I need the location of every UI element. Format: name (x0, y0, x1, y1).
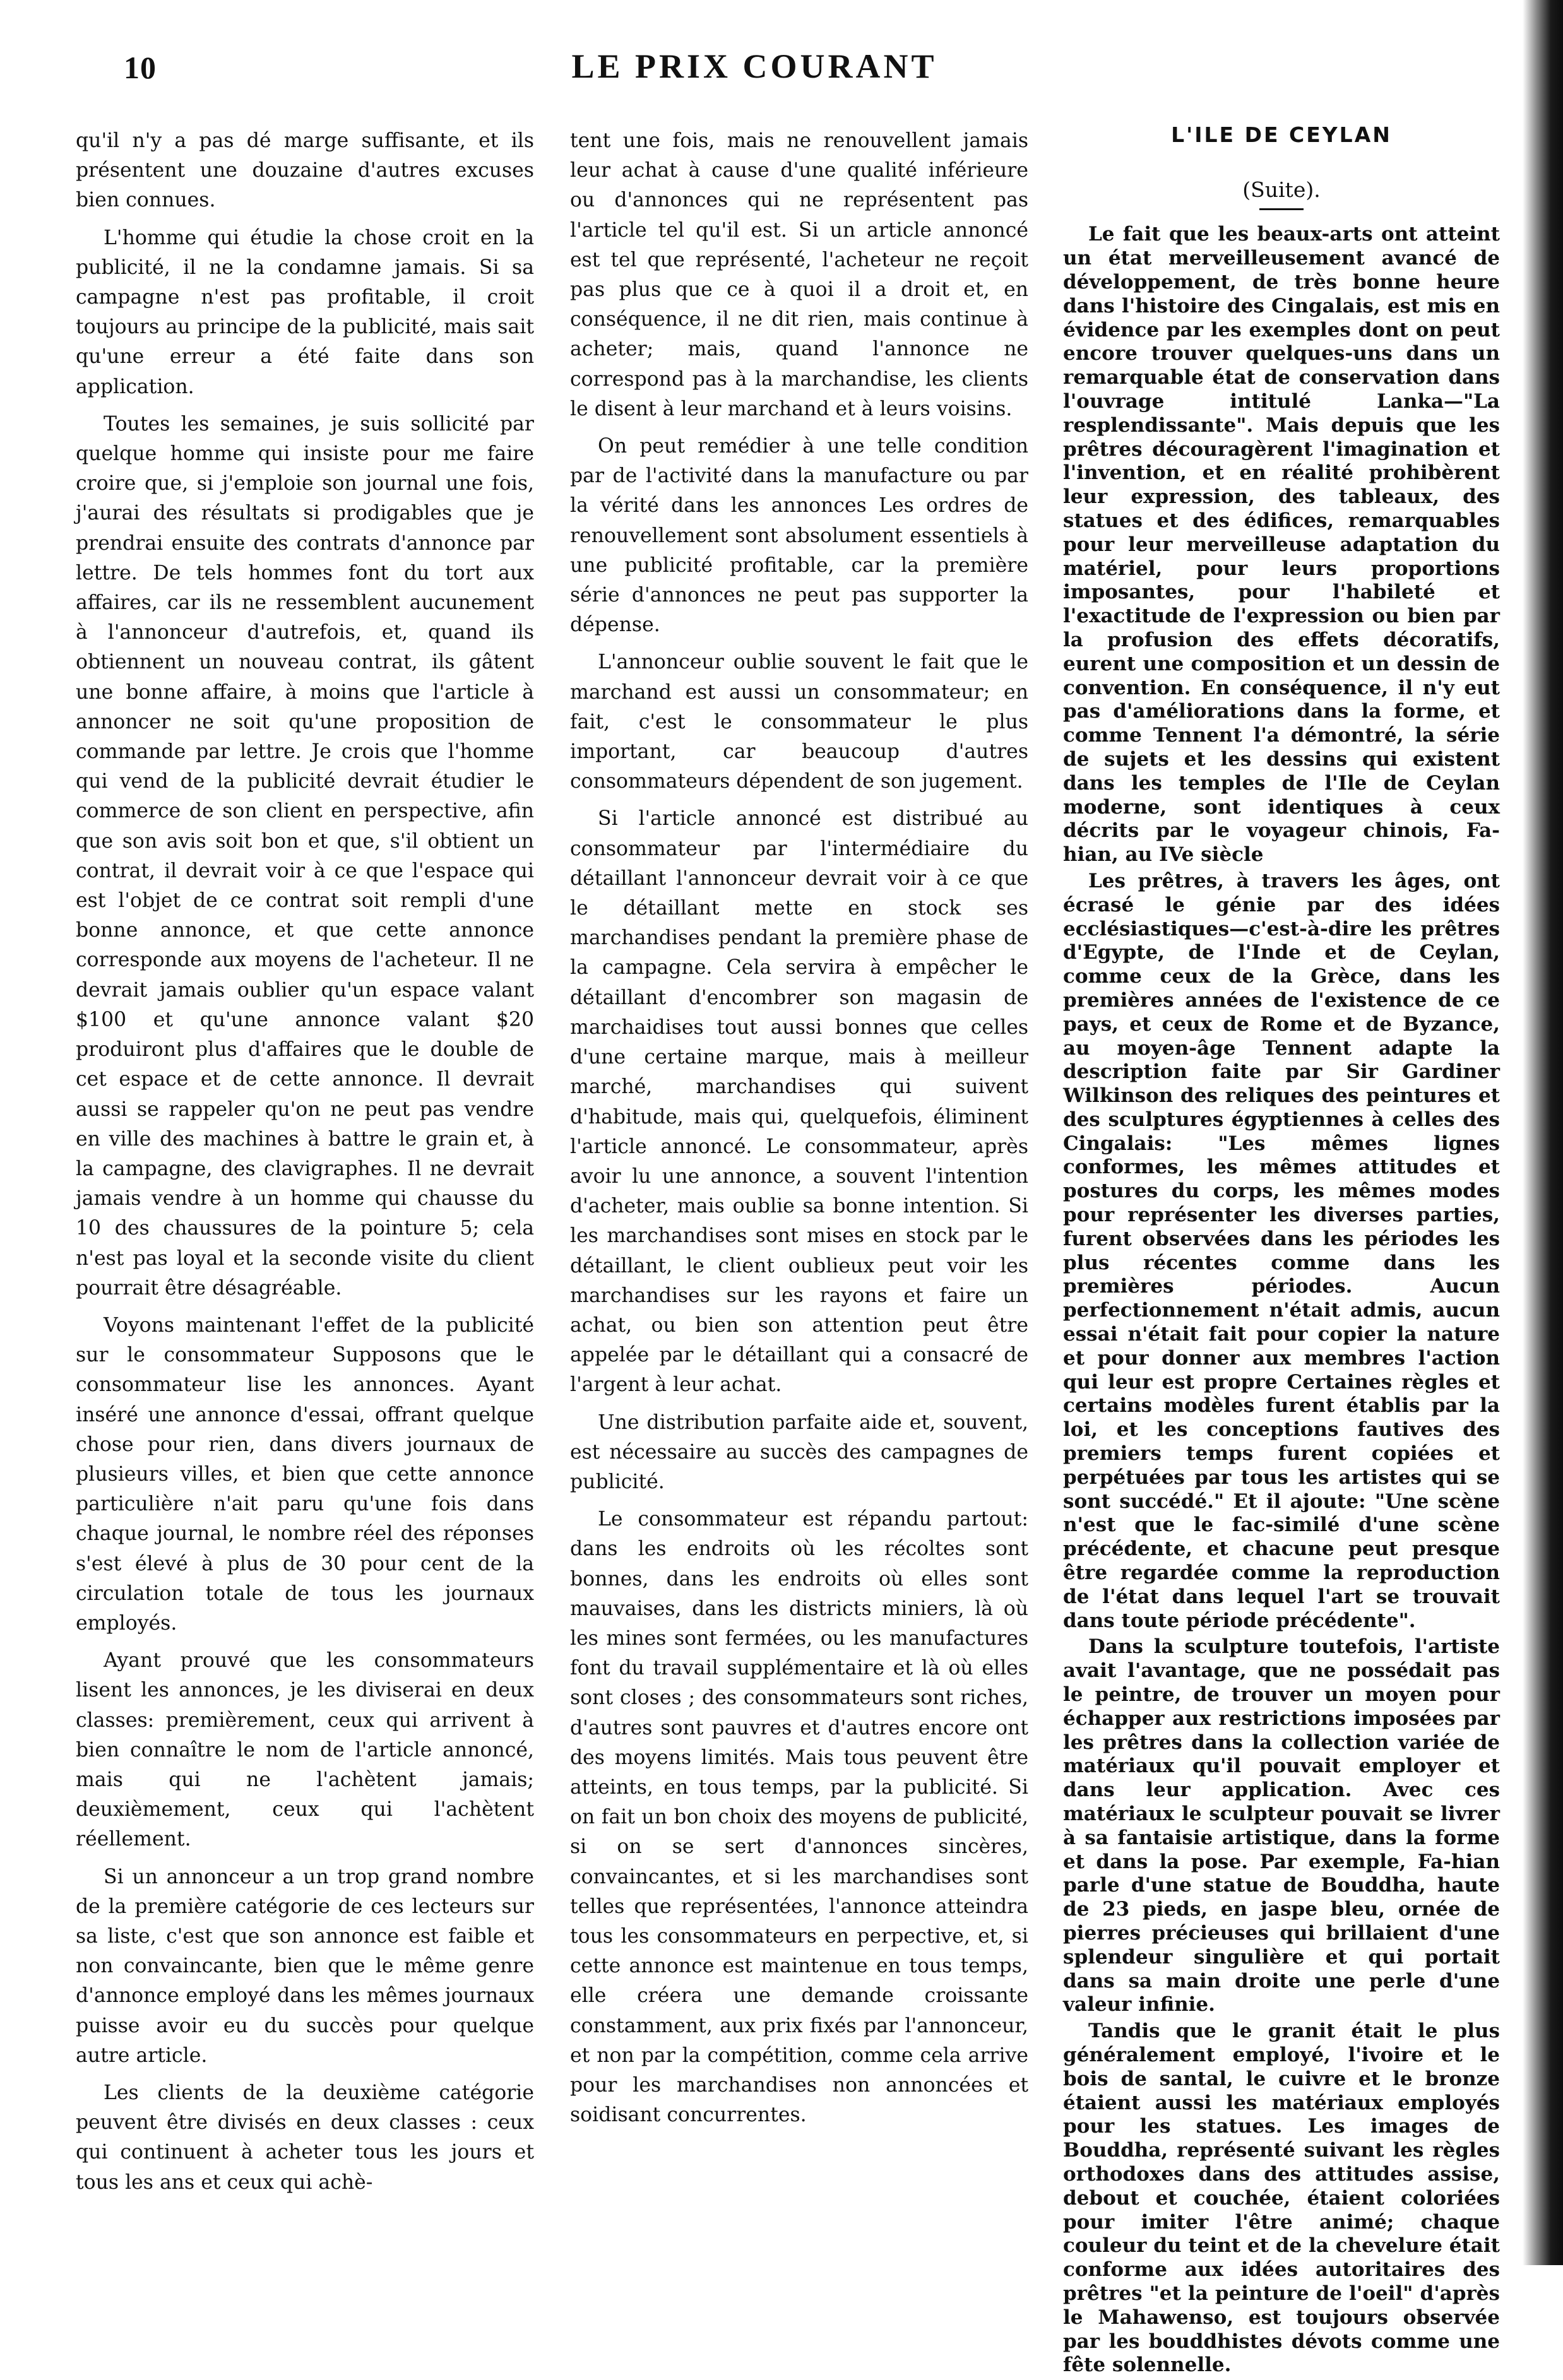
article-subtitle: (Suite). (1242, 177, 1321, 203)
scan-edge-shadow (1523, 0, 1563, 2265)
paragraph: tent une fois, mais ne renouvellent jamais leur achat à cause d'une qualité inférieure ou d'annonces qui ne représentent pas l'article tel qu'il est. Si un article annoncé est tel que représenté, l'acheteur ne reçoit pas plus que ce à quoi il a droit et, en conséquence, il ne dit rien, mais continue à acheter; mais, quand l'annonce ne correspond pas à la marchandise, les clients le disent à leur marchand et à leurs voisins. (570, 129, 1028, 420)
title-rule (1259, 208, 1304, 210)
article-title: L'ILE DE CEYLAN (1171, 122, 1392, 147)
paragraph: Les clients de la deuxième catégorie peuvent être divisés en deux classes : ceux qui continuent à acheter tous les jours et tous les ans et ceux qui achè- (76, 2081, 534, 2194)
column-3-article (1063, 120, 1500, 2380)
paragraph: Le fait que les beaux-arts ont atteint un état merveilleusement avancé de développement, de très bonne heure dans l'histoire des Cingalais, est mis en évidence par les exemples dont on peut encore trouver quelques-uns dans un remarquable état de conservation dans l'ouvrage intitulé Lanka—"La resplendissante". Mais depuis que les prêtres découragèrent l'imagination et l'invention, et en réalité prohibèrent leur expression, des tableaux, des statues et des édifices, remarquables pour leur merveilleuse adaptation du matériel, pour leurs proportions imposantes, pour l'habileté et l'exactitude de l'expression ou bien par la profusion des effets décoratifs, eurent une composition et un dessin de convention. En conséquence, il n'y eut pas d'améliorations dans la forme, et comme Tennent l'a démontré, la série de sujets et les dessins qui existent dans les temples de l'Ile de Ceylan moderne, sont identiques à ceux décrits par le voyageur chinois, Fa-hian, au IVe siècle (1063, 223, 1500, 867)
paragraph: Le consommateur est répandu partout: dans les endroits où les récoltes sont bonnes, dans les endroits où elles sont mauvaises, dans les districts miniers, là où les mines sont fermées, ou les manufactures font du travail supplémentaire et là où elles sont closes ; des consommateurs sont riches, d'autres sont pauvres et d'autres encore ont des moyens limités. Mais tous peuvent être atteints, en tous temps, par la publicité. Si on fait un bon choix des moyens de publicité, si on se sert d'annonces sincères, convaincantes, et si les marchandises sont telles que représentées, l'annonce atteindra tous les consommateurs en perpective, et, si cette annonce est maintenue en tous temps, elle créera une demande croissante constamment, aux prix fixés par l'annonceur, et non par la compétition, comme cela arrive pour les marchandises non annoncées et soidisant concurrentes. (570, 1508, 1028, 2127)
paragraph: Dans la sculpture toutefois, l'artiste avait l'avantage, que ne possédait pas le peintre, de trouver un moyen pour échapper aux restrictions imposées par les prêtres dans la collection variée de matériaux qu'il pouvait employer et dans leur application. Avec ces matériaux le sculpteur pouvait se livrer à sa fantaisie artistique, dans la forme et dans la pose. Par exemple, Fa-hian parle d'une statue de Bouddha, haute de 23 pieds, en jaspe bleu, ornée de pierres précieuses qui brillaient d'une splendeur singulière et qui portait dans sa main droite une perle d'une valeur infinie. (1063, 1635, 1500, 2016)
paragraph: qu'il n'y a pas dé marge suffisante, et ils présentent une douzaine d'autres excuses bien connues. (76, 129, 534, 212)
column-1 (76, 126, 534, 2205)
paragraph: Toutes les semaines, je suis sollicité par quelque homme qui insiste pour me faire croire que, si j'emploie son journal une fois, j'aurai des résultats si prodigables que je prendrai ensuite des contrats d'annonce par lettre. De tels hommes font du tort aux affaires, car ils ne ressemblent aucunement à l'annonceur d'autrefois, et, quand ils obtiennent un nouveau contrat, ils gâtent une bonne affaire, à moins que l'article à annoncer ne soit qu'une proposition de commande par lettre. Je crois que l'homme qui vend de la publicité devrait étudier le commerce de son client en perspective, afin que son avis soit bon et que, s'il obtient un contrat, il devrait voir à ce que l'espace qui est l'objet de ce contrat soit rempli d'une bonne annonce, et que cette annonce corresponde aux moyens de l'acheteur. Il ne devrait jamais oublier qu'un espace valant $100 et qu'une annonce valant $20 produiront plus d'affaires que le double de cet espace et de cette annonce. Il devrait aussi se rappeler qu'on ne peut pas vendre en ville des machines à battre le grain et, à la campagne, des clavigraphes. Il ne devrait jamais vendre à un homme qui chausse du 10 des chaussures de la pointure 5; cela n'est pas loyal et la seconde visite du client pourrait être désagréable. (76, 412, 534, 1300)
paragraph: Ayant prouvé que les consommateurs lisent les annonces, je les diviserai en deux classes: premièrement, ceux qui arrivent à bien connaître le nom de l'article annoncé, mais qui ne l'achètent jamais; deuxièmement, ceux qui l'achètent réellement. (76, 1649, 534, 1851)
paragraph: Si l'article annoncé est distribué au consommateur par l'intermédiaire du détaillant l'annonceur devrait voir à ce que le détaillant mette en stock ses marchandises pendant la première phase de la campagne. Cela servira à empêcher le détaillant d'encombrer son magasin de marchaidises tout aussi bonnes que celles d'une certaine marque, mais à meilleur marché, marchandises qui suivent d'habitude, mais qui, quelquefois, éliminent l'article annoncé. Le consommateur, après avoir lu une annonce, a souvent l'intention d'acheter, mais oublie sa bonne intention. Si les marchandises sont mises en stock par le détaillant, le client oublieux peut voir les marchandises sur les rayons et faire un achat, ou bien son attention peut être appelée par le détaillant qui a consacré de l'argent à leur achat. (570, 807, 1028, 1397)
paragraph: Les prêtres, à travers les âges, ont écrasé le génie par des idées ecclésiastiques—c'est-à-dire les prêtres d'Egypte, de l'Inde et de Ceylan, comme ceux de la Grèce, dans les premières années de l'existence de ce pays, et ceux de Rome et de Byzance, au moyen-âge Tennent adapte la description faite par Sir Gardiner Wilkinson des reliques des peintures et des sculptures égyptiennes à celles des Cingalais: "Les mêmes lignes conformes, les mêmes attitudes et postures du corps, les mêmes modes pour représenter les diverses parties, furent observées dans les périodes les plus récentes comme dans les premières périodes. Aucun perfectionnement n'était admis, aucun essai n'était fait pour copier la nature et pour donner aux membres l'action qui leur est propre Certaines règles et certains modèles furent établis par la loi, et les conceptions fautives des premiers temps furent copiées et perpétuées par tous les artistes qui se sont succédé." Et il ajoute: "Une scène n'est que le fac-similé d'une scène précédente, et chacune peut presque être regardée comme la reproduction de l'état dans lequel l'art se trouvait dans toute période précédente". (1063, 869, 1500, 1632)
paragraph: Tandis que le granit était le plus généralement employé, l'ivoire et le bois de santal, le cuivre et le bronze étaient aussi les matériaux employés pour les statues. Les images de Bouddha, représenté suivant les règles orthodoxes dans des attitudes assise, debout et couchée, étaient coloriées pour imiter l'être animé; chaque couleur du teint et de la chevelure était conforme aux idées autoritaires des prêtres "et la peinture de l'oeil" d'après le Mahawenso, est toujours observée par les bouddhistes dévots comme une fête solennelle. (1063, 2020, 1500, 2377)
paragraph: Si un annonceur a un trop grand nombre de la première catégorie de ces lecteurs sur sa liste, c'est que son annonce est faible et non convaincante, bien que le même genre d'annonce employé dans les mêmes journaux puisse avoir eu du succès pour quelque autre article. (76, 1865, 534, 2067)
paragraph: L'homme qui étudie la chose croit en la publicité, il ne la condamne jamais. Si sa campagne n'est pas profitable, il croit toujours au principe de la publicité, mais sait qu'une erreur a été faite dans son application. (76, 226, 534, 398)
paragraph: Voyons maintenant l'effet de la publicité sur le consommateur Supposons que le consommateur lise les annonces. Ayant inséré une annonce d'essai, offrant quelque chose pour rien, dans divers journaux de plusieurs villes, et bien que cette annonce particulière n'ait paru qu'une fois dans chaque journal, le nombre réel des réponses s'est élevé à plus de 30 pour cent de la circulation totale de tous les journaux employés. (76, 1313, 534, 1635)
page-number: 10 (124, 50, 157, 85)
paragraph: L'annonceur oublie souvent le fait que le marchand est aussi un consommateur; en fait, c'est le consommateur le plus important, car beaucoup d'autres consommateurs dépendent de son jugement. (570, 651, 1028, 793)
paragraph: Une distribution parfaite aide et, souvent, est nécessaire au succès des campagnes de publicité. (570, 1411, 1028, 1493)
paragraph: On peut remédier à une telle condition par de l'activité dans la manufacture ou par la vérité dans les annonces Les ordres de renouvellement sont absolument essentiels à une publicité profitable, car la première série d'annonces ne peut pas supporter la dépense. (570, 435, 1028, 637)
masthead-title: LE PRIX COURANT (571, 47, 937, 85)
column-2 (570, 126, 1028, 2138)
